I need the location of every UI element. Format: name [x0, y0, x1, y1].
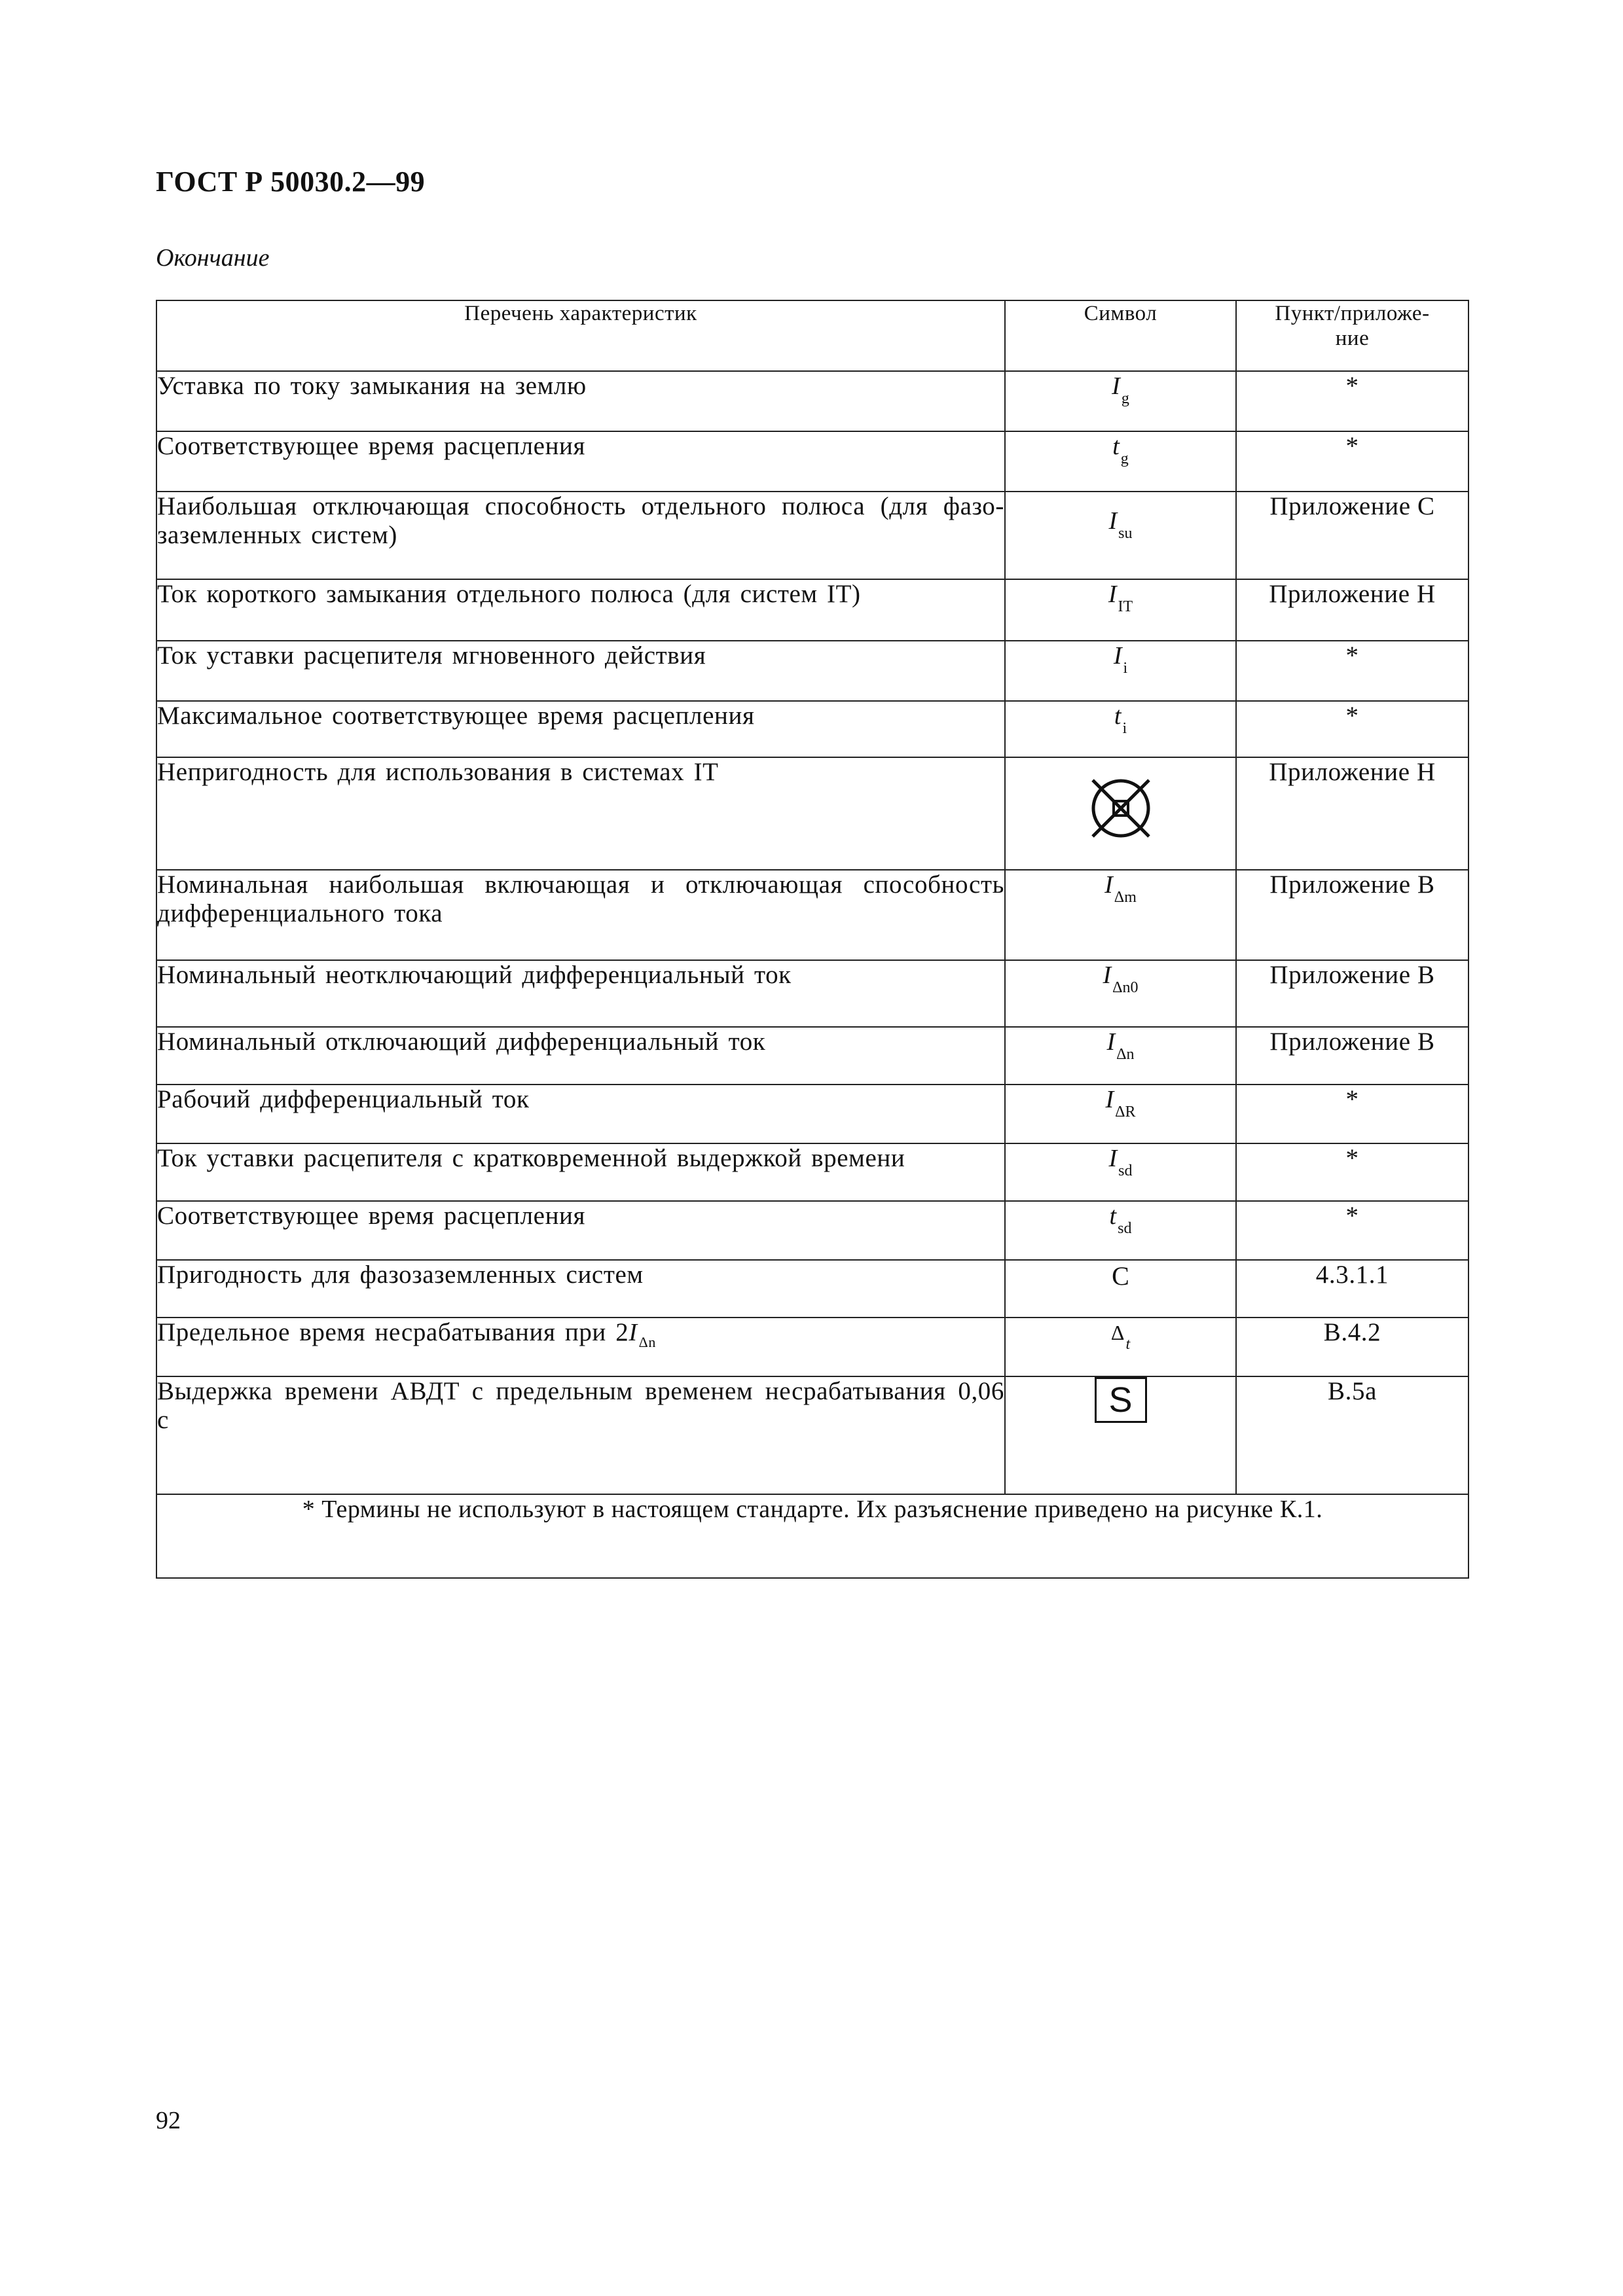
table-row	[156, 1085, 1468, 1143]
table-row	[156, 701, 1468, 757]
row-name: Номинальный неотключающий дифференциальный ток	[156, 960, 1005, 1027]
table-row	[156, 1260, 1468, 1318]
row-name: Соответствующее время расцепления	[156, 431, 1005, 492]
row-symbol: $I_{IT}$	[1005, 579, 1236, 641]
row-name: Соответствующее время расцепления	[156, 1201, 1005, 1260]
row-symbol: $\Delta_t$	[1005, 1318, 1236, 1376]
row-name: Уставка по току замыкания на землю	[156, 371, 1005, 431]
table-row	[156, 1027, 1468, 1085]
row-reference: Приложение В	[1236, 960, 1468, 1027]
row-reference: *	[1236, 641, 1468, 701]
table-row	[156, 431, 1468, 492]
row-symbol	[1005, 757, 1236, 870]
table-header-row	[156, 300, 1468, 371]
crossed-it-icon	[1085, 772, 1157, 844]
row-symbol: $t_i$	[1005, 701, 1236, 757]
table-footnote: * Термины не используют в настоящем стандарте. Их разъяснение приведено на рисунке К.1.	[156, 1494, 1468, 1578]
s-box-icon: S	[1095, 1377, 1147, 1423]
row-symbol: $I_i$	[1005, 641, 1236, 701]
row-symbol: $I_{\Delta n0}$	[1005, 960, 1236, 1027]
row-reference: Приложение В	[1236, 1027, 1468, 1085]
row-symbol: $I_{sd}$	[1005, 1143, 1236, 1201]
table-row	[156, 1201, 1468, 1260]
row-symbol: $t_{sd}$	[1005, 1201, 1236, 1260]
row-reference: Приложение С	[1236, 492, 1468, 579]
row-reference: Приложение Н	[1236, 757, 1468, 870]
table-row	[156, 1318, 1468, 1376]
row-reference: В.5а	[1236, 1376, 1468, 1494]
row-reference: *	[1236, 1201, 1468, 1260]
table-row	[156, 492, 1468, 579]
header-clause: Пункт/приложе- ние	[1236, 300, 1468, 371]
table-row	[156, 579, 1468, 641]
row-symbol: $t_g$	[1005, 431, 1236, 492]
table-row	[156, 1376, 1468, 1494]
row-reference: *	[1236, 1085, 1468, 1143]
header-symbol: Символ	[1005, 300, 1236, 371]
row-symbol: $I_{\Delta m}$	[1005, 870, 1236, 960]
row-symbol: С	[1005, 1260, 1236, 1318]
row-reference: 4.3.1.1	[1236, 1260, 1468, 1318]
row-name: Пригодность для фазозаземленных систем	[156, 1260, 1005, 1318]
row-reference: *	[1236, 371, 1468, 431]
row-name: Ток уставки расцепителя с кратковременной выдержкой времени	[156, 1143, 1005, 1201]
row-name: Выдержка времени АВДТ с предельным временем несрабатывания 0,06 с	[156, 1376, 1005, 1494]
row-name: Непригодность для использования в системах IT	[156, 757, 1005, 870]
row-symbol: $I_{su}$	[1005, 492, 1236, 579]
characteristics-table	[156, 300, 1469, 1579]
table-row	[156, 1143, 1468, 1201]
table-row	[156, 870, 1468, 960]
row-name: Ток уставки расцепителя мгновенного действия	[156, 641, 1005, 701]
table-row	[156, 371, 1468, 431]
document-title: ГОСТ Р 50030.2—99	[156, 166, 426, 198]
table-row	[156, 757, 1468, 870]
row-name: Предельное время несрабатывания при $2I_{\Delta n}$	[156, 1318, 1005, 1376]
row-symbol	[1005, 1376, 1236, 1494]
row-reference: *	[1236, 701, 1468, 757]
row-reference: *	[1236, 431, 1468, 492]
row-symbol: $I_{\Delta n}$	[1005, 1027, 1236, 1085]
row-name: Рабочий дифференциальный ток	[156, 1085, 1005, 1143]
table-continuation-label: Окончание	[156, 244, 270, 272]
row-symbol: $I_g$	[1005, 371, 1236, 431]
row-name: Наибольшая отключающая способность отдельного полюса (для фазо-заземленных систем)	[156, 492, 1005, 579]
table-row	[156, 960, 1468, 1027]
row-name: Ток короткого замыкания отдельного полюса (для систем IT)	[156, 579, 1005, 641]
row-name: Номинальный отключающий дифференциальный ток	[156, 1027, 1005, 1085]
row-name: Максимальное соответствующее время расцепления	[156, 701, 1005, 757]
row-reference: Приложение Н	[1236, 579, 1468, 641]
row-name: Номинальная наибольшая включающая и отключающая способность дифференциального тока	[156, 870, 1005, 960]
row-reference: Приложение В	[1236, 870, 1468, 960]
table-row	[156, 641, 1468, 701]
row-symbol: $I_{\Delta R}$	[1005, 1085, 1236, 1143]
row-reference: *	[1236, 1143, 1468, 1201]
header-characteristics: Перечень характеристик	[156, 300, 1005, 371]
table-footnote-row	[156, 1494, 1468, 1578]
row-reference: В.4.2	[1236, 1318, 1468, 1376]
page-number: 92	[156, 2107, 181, 2134]
